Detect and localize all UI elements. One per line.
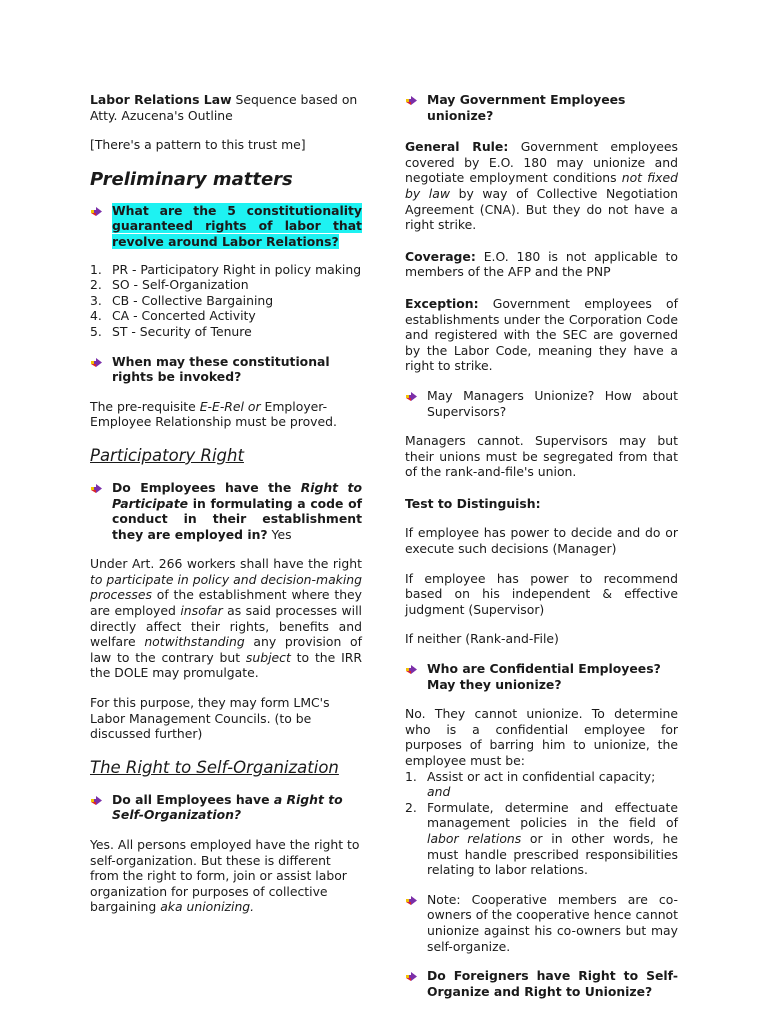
arrow-bullet-icon — [90, 792, 112, 807]
arrow-bullet-icon — [405, 92, 427, 107]
question-foreigners: Do Foreigners have Right to Self-Organize and Right to Unionize? — [405, 968, 678, 999]
paragraph-yes: Yes. All persons employed have the right to self-organization. But these is different from the right to form, join or assist labor organization for purposes of collective bargaining aka unionizing. — [90, 837, 360, 915]
left-column — [90, 92, 362, 915]
arrow-bullet-icon — [90, 480, 112, 495]
test-to-distinguish-label: Test to Distinguish: — [405, 495, 541, 511]
arrow-bullet-icon — [405, 388, 427, 403]
arrow-bullet-icon — [405, 892, 427, 907]
arrow-bullet-icon — [90, 203, 112, 218]
list-item: 5. ST - Security of Tenure — [90, 323, 252, 339]
arrow-bullet-icon — [405, 661, 427, 676]
doc-title: Labor Relations Law Sequence based on Atty. Azucena's Outline — [90, 92, 358, 123]
note-cooperative: Note: Cooperative members are co-owners of the cooperative hence cannot unionize against his co-owners but may self-organize. — [405, 892, 678, 954]
test-manager: If employee has power to decide and do or execute such decisions (Manager) — [405, 525, 678, 557]
list-item: 1. PR - Participatory Right in policy making — [90, 261, 362, 277]
confidential-criteria-list — [405, 769, 678, 878]
arrow-bullet-icon — [90, 354, 112, 369]
arrow-bullet-icon — [405, 968, 427, 983]
question-self-organization: Do all Employees have a Right to Self-Organization? — [90, 792, 362, 823]
heading-self-organization: The Right to Self-Organization — [90, 757, 339, 777]
paragraph-managers: Managers cannot. Supervisors may but their unions must be segregated from that of the rank-and-file's union. — [405, 433, 678, 480]
question-invoke: When may these constitutional rights be invoked? — [90, 354, 362, 385]
paragraph-general-rule: General Rule: Government employees covered by E.O. 180 may unionize and negotiate employment conditions not fixed by law by way of Collective Negotiation Agreement (CNA). But they do not have a right strike. — [405, 139, 679, 233]
rights-list — [90, 262, 362, 340]
paragraph-coverage: Coverage: E.O. 180 is not applicable to members of the AFP and the PNP — [405, 248, 678, 280]
heading-preliminary: Preliminary matters — [90, 168, 293, 190]
question-managers: May Managers Unionize? How about Supervisors? — [405, 388, 678, 419]
question-right-to-participate: Do Employees have the Right to Participate in formulating a code of conduct in their establishment they are employed in? Yes — [90, 480, 362, 542]
list-item: 4. CA - Concerted Activity — [90, 308, 256, 324]
list-item: 2. Formulate, determine and effectuate management policies in the field of labor relations or in other words, he must handle prescribed responsibilities relating to labor relations. — [405, 799, 678, 878]
question-government-employees: May Government Employees unionize? — [405, 92, 678, 123]
test-supervisor: If employee has power to recommend based on his independent & effective judgment (Supervisor) — [405, 570, 678, 617]
question-5-rights: What are the 5 constitutionality guaranteed rights of labor that revolve around Labor Relations? — [90, 203, 362, 250]
paragraph-art-266: Under Art. 266 workers shall have the right to participate in policy and decision-making processes of the establishment where they are employed insofar as said processes will directly affect their rights, benefits and welfare notwithstanding any provision of law to the contrary but subject to the IRR the DOLE may promulgate. — [90, 556, 362, 681]
right-column — [405, 92, 678, 999]
list-item: 2. SO - Self-Organization — [90, 277, 249, 293]
heading-participatory-right: Participatory Right — [90, 445, 244, 465]
list-item: 1. Assist or act in confidential capacity; and — [405, 768, 656, 800]
paragraph-exception: Exception: Government employees of establishments under the Corporation Code and registered with the SEC are governed by the Labor Code, meaning they have a right to strike. — [405, 295, 678, 374]
paragraph-prerequisite: The pre-requisite E-E-Rel or Employer-Employee Relationship must be proved. — [90, 398, 337, 430]
list-item: 3. CB - Collective Bargaining — [90, 292, 274, 308]
paragraph-lmc: For this purpose, they may form LMC's Labor Management Councils. (to be discussed further) — [90, 695, 330, 742]
test-rank-and-file: If neither (Rank-and-File) — [405, 631, 559, 647]
paragraph-confidential: No. They cannot unionize. To determine who is a confidential employee for purposes of barring him to unionize, the employee must be: — [405, 706, 678, 768]
question-confidential-employees: Who are Confidential Employees? May they unionize? — [405, 661, 678, 692]
doc-note: [There's a pattern to this trust me] — [90, 137, 306, 153]
